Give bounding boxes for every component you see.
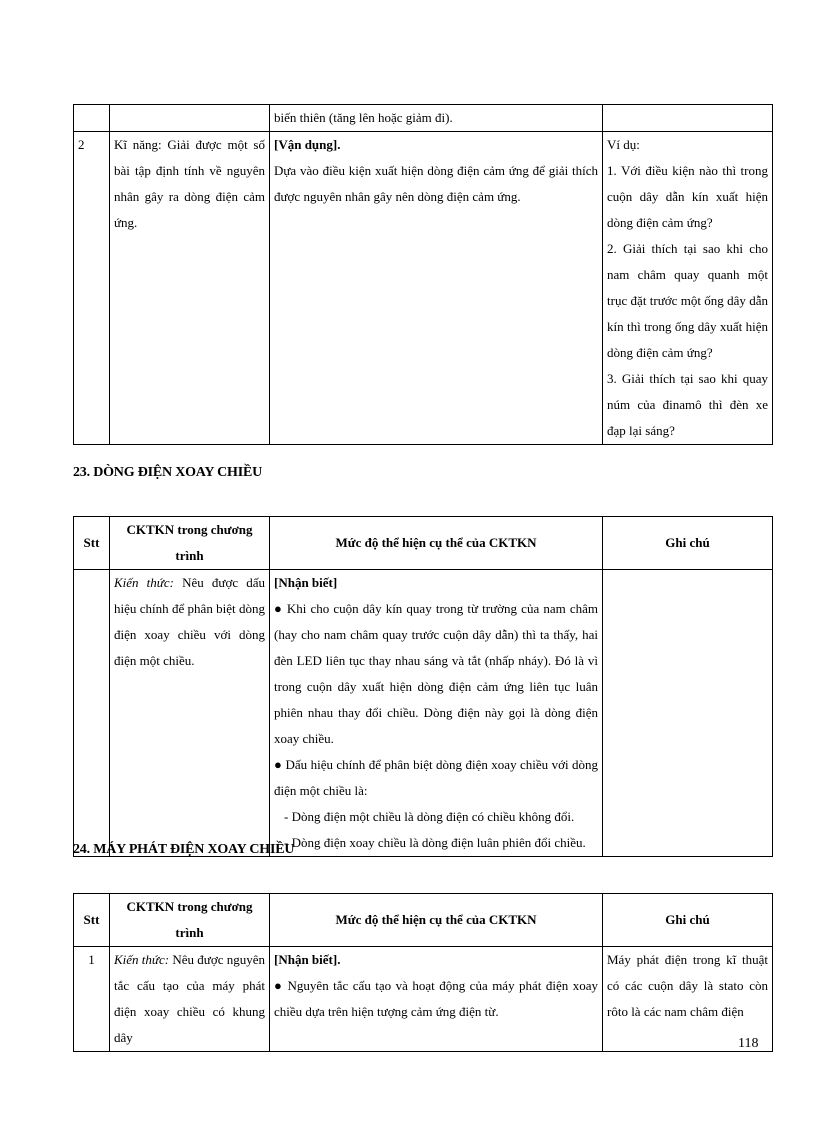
cktkn-cell: [110, 570, 270, 857]
bullet-item: ● Khi cho cuộn dây kín quay trong từ trường của nam châm (hay cho nam châm quay trước cuộn dây dẫn) thì ta thấy, hai đèn LED liên tục thay nhau sáng và tắt (nhấp nháy). Đó là vì trong cuộn dây xuất hiện dòng điện cảm ứng liên tục luân phiên nhau thay đổi chiều. Dòng điện này gọi là dòng điện xoay chiều.: [274, 601, 599, 746]
table-header-row: [74, 894, 773, 947]
col-header: CKTKN trong chương trình: [110, 894, 270, 947]
cktkn-text: Nêu được dấu hiệu chính để phân biệt dòng điện xoay chiều với dòng điện một chiều.: [114, 575, 265, 668]
col-header: CKTKN trong chương trình: [110, 517, 270, 570]
table-row: [74, 132, 773, 445]
note-cell: [603, 570, 773, 857]
cktkn-cell: Kĩ năng: Giải được một số bài tập định tính về nguyên nhân gây ra dòng điện cảm ứng.: [110, 132, 270, 445]
col-header: Ghi chú: [603, 517, 773, 570]
section-title: 23. DÒNG ĐIỆN XOAY CHIỀU: [73, 465, 263, 480]
level-text: Dựa vào điều kiện xuất hiện dòng điện cảm ứng để giải thích được nguyên nhân gây nên dòng điện cảm ứng.: [274, 163, 598, 204]
note-line: Ví dụ:: [607, 137, 640, 152]
col-header: Mức độ thể hiện cụ thể của CKTKN: [270, 517, 603, 570]
level-cell: [270, 132, 603, 445]
note-cell: Máy phát điện trong kĩ thuật có các cuộn dây là stato còn rôto là các nam châm điện: [603, 947, 773, 1052]
section-title: 24. MÁY PHÁT ĐIỆN XOAY CHIỀU: [73, 842, 295, 857]
col-header: Stt: [74, 894, 110, 947]
col-header: Ghi chú: [603, 894, 773, 947]
table-row: [74, 947, 773, 1052]
stt-cell: 2: [74, 132, 110, 445]
cktkn-label: Kiến thức:: [114, 952, 170, 967]
note-line: 3. Giải thích tại sao khi quay núm của đinamô thì đèn xe đạp lại sáng?: [607, 371, 768, 438]
cktkn-cell: [110, 947, 270, 1052]
cktkn-label: Kiến thức:: [114, 575, 174, 590]
stt-cell: [74, 570, 110, 857]
note-cell: [603, 132, 773, 445]
table-row: [74, 570, 773, 857]
continued-table: [73, 104, 773, 445]
bullet-item: ● Nguyên tắc cấu tạo và hoạt động của máy phát điện xoay chiều dựa trên hiện tượng cảm ứng điện từ.: [274, 978, 599, 1019]
level-cell: biến thiên (tăng lên hoặc giảm đi).: [270, 105, 603, 132]
bullet-icon: ●: [274, 978, 284, 993]
dash-item: - Dòng điện một chiều là dòng điện có chiều không đổi.: [284, 809, 575, 824]
level-label: [Vận dụng].: [274, 137, 341, 152]
bullet-icon: ●: [274, 757, 283, 772]
level-cell: [270, 570, 603, 857]
table-header-row: [74, 517, 773, 570]
stt-cell: 1: [74, 947, 110, 1052]
page-number: 118: [738, 1036, 759, 1051]
bullet-item: ● Dấu hiệu chính để phân biệt dòng điện xoay chiều với dòng điện một chiều là:: [274, 757, 599, 798]
note-line: 2. Giải thích tại sao khi cho nam châm quay quanh một trục đặt trước một ống dây dẫn kín thì trong ống dây xuất hiện dòng điện cảm ứng?: [607, 241, 768, 360]
dash-item: - Dòng điện xoay chiều là dòng điện luân phiên đổi chiều.: [284, 835, 586, 850]
level-label: [Nhận biết]: [274, 575, 338, 590]
cktkn-text: Nêu được nguyên tắc cấu tạo của máy phát điện xoay chiều có khung dây: [114, 952, 265, 1045]
note-line: 1. Với điều kiện nào thì trong cuộn dây dẫn kín xuất hiện dòng điện cảm ứng?: [607, 163, 768, 230]
bullet-icon: ●: [274, 601, 283, 616]
section24-table: [73, 893, 773, 1052]
col-header: Stt: [74, 517, 110, 570]
section23-table: [73, 516, 773, 857]
table-row: [74, 105, 773, 132]
level-cell: [270, 947, 603, 1052]
level-label: [Nhận biết].: [274, 952, 341, 967]
col-header: Mức độ thể hiện cụ thể của CKTKN: [270, 894, 603, 947]
